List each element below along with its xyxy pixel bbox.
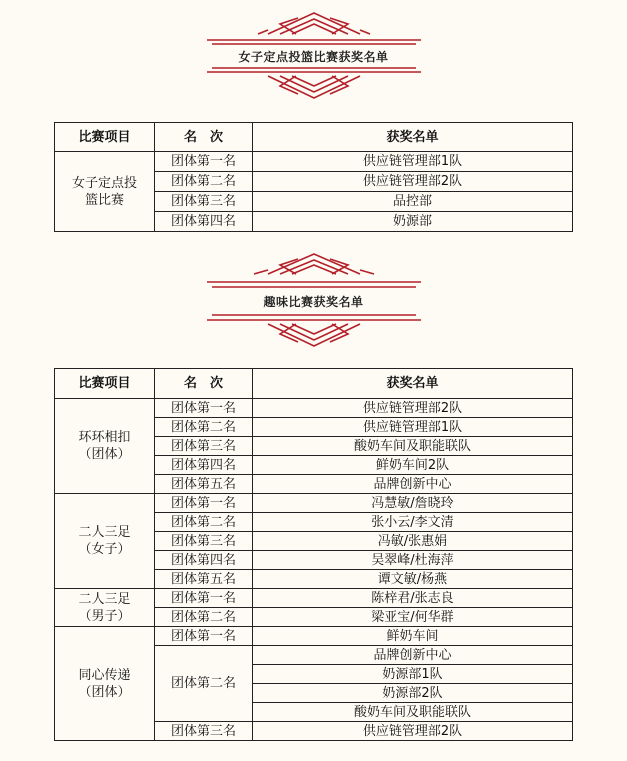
category-line: 二人三足 — [78, 591, 131, 607]
rank-cell: 团体第一名 — [155, 152, 253, 172]
winner-cell: 冯敏/张惠娟 — [253, 532, 573, 551]
winner-cell: 品控部 — [253, 192, 573, 212]
winner-cell: 酸奶车间及职能联队 — [253, 437, 573, 456]
rank-cell: 团体第一名 — [155, 399, 253, 418]
rank-cell: 团体第一名 — [155, 589, 253, 608]
header-rank: 名 次 — [155, 123, 253, 152]
category-line: 篮比赛 — [84, 192, 124, 208]
section-2-table — [54, 368, 573, 741]
winner-cell: 奶源部 — [253, 212, 573, 232]
winner-cell: 梁亚宝/何华群 — [253, 608, 573, 627]
winner-cell: 供应链管理部1队 — [253, 152, 573, 172]
section-2-banner — [0, 252, 627, 352]
section-1-banner — [0, 10, 627, 102]
winner-cell: 奶源部1队 — [253, 665, 573, 684]
winner-cell: 品牌创新中心 — [253, 646, 573, 665]
category-line: 二人三足 — [78, 525, 131, 540]
category-line: 同心传递 — [78, 667, 131, 683]
rank-cell: 团体第一名 — [155, 627, 253, 646]
rank-cell: 团体第二名 — [155, 172, 253, 192]
table-cut-edge — [50, 232, 580, 236]
winner-cell: 酸奶车间及职能联队 — [253, 703, 573, 722]
winner-cell: 鲜奶车间 — [253, 627, 573, 646]
rank-cell: 团体第二名 — [155, 608, 253, 627]
winner-cell: 供应链管理部2队 — [253, 399, 573, 418]
table-row — [55, 589, 573, 608]
rank-cell: 团体第三名 — [155, 532, 253, 551]
rank-cell: 团体第二名 — [155, 418, 253, 437]
rank-cell: 团体第五名 — [155, 570, 253, 589]
category-cell — [55, 627, 155, 741]
table-row — [55, 627, 573, 646]
category-cell — [55, 152, 155, 232]
header-winners: 获奖名单 — [253, 369, 573, 399]
rank-cell: 团体第四名 — [155, 456, 253, 475]
table-row — [55, 494, 573, 513]
header-category: 比赛项目 — [55, 369, 155, 399]
rank-cell: 团体第三名 — [155, 722, 253, 741]
winner-cell: 供应链管理部1队 — [253, 418, 573, 437]
header-winners: 获奖名单 — [253, 123, 573, 152]
header-rank: 名 次 — [155, 369, 253, 399]
winner-cell: 谭文敏/杨燕 — [253, 570, 573, 589]
rank-cell: 团体第四名 — [155, 551, 253, 570]
category-line: （团体） — [78, 684, 131, 700]
winner-cell: 鲜奶车间2队 — [253, 456, 573, 475]
winner-cell: 吴翠峰/杜海萍 — [253, 551, 573, 570]
winner-cell: 张小云/李文清 — [253, 513, 573, 532]
header-category: 比赛项目 — [55, 123, 155, 152]
winner-cell: 冯慧敏/詹晓玲 — [253, 494, 573, 513]
winner-cell: 奶源部2队 — [253, 684, 573, 703]
winner-cell: 品牌创新中心 — [253, 475, 573, 494]
winner-cell: 陈梓君/张志良 — [253, 589, 573, 608]
rank-cell: 团体第五名 — [155, 475, 253, 494]
category-line: （团体） — [78, 447, 131, 462]
winner-cell: 供应链管理部2队 — [253, 172, 573, 192]
rank-cell: 团体第三名 — [155, 192, 253, 212]
table-header-row — [55, 369, 573, 399]
rank-cell: 团体第四名 — [155, 212, 253, 232]
rank-cell: 团体第二名 — [155, 646, 253, 722]
section-1-table — [54, 122, 573, 232]
table-row — [55, 152, 573, 172]
category-cell — [55, 399, 155, 494]
table-row — [55, 399, 573, 418]
category-cell — [55, 589, 155, 627]
category-line: （女子） — [78, 542, 131, 557]
category-line: （男子） — [78, 608, 131, 624]
section-1-title: 女子定点投篮比赛获奖名单 — [238, 50, 389, 64]
table-header-row — [55, 123, 573, 152]
winner-cell: 供应链管理部2队 — [253, 722, 573, 741]
category-cell — [55, 494, 155, 589]
rank-cell: 团体第一名 — [155, 494, 253, 513]
category-line: 女子定点投 — [71, 175, 137, 191]
section-2-title: 趣味比赛获奖名单 — [263, 295, 364, 309]
rank-cell: 团体第三名 — [155, 437, 253, 456]
category-line: 环环相扣 — [78, 430, 131, 445]
rank-cell: 团体第二名 — [155, 513, 253, 532]
